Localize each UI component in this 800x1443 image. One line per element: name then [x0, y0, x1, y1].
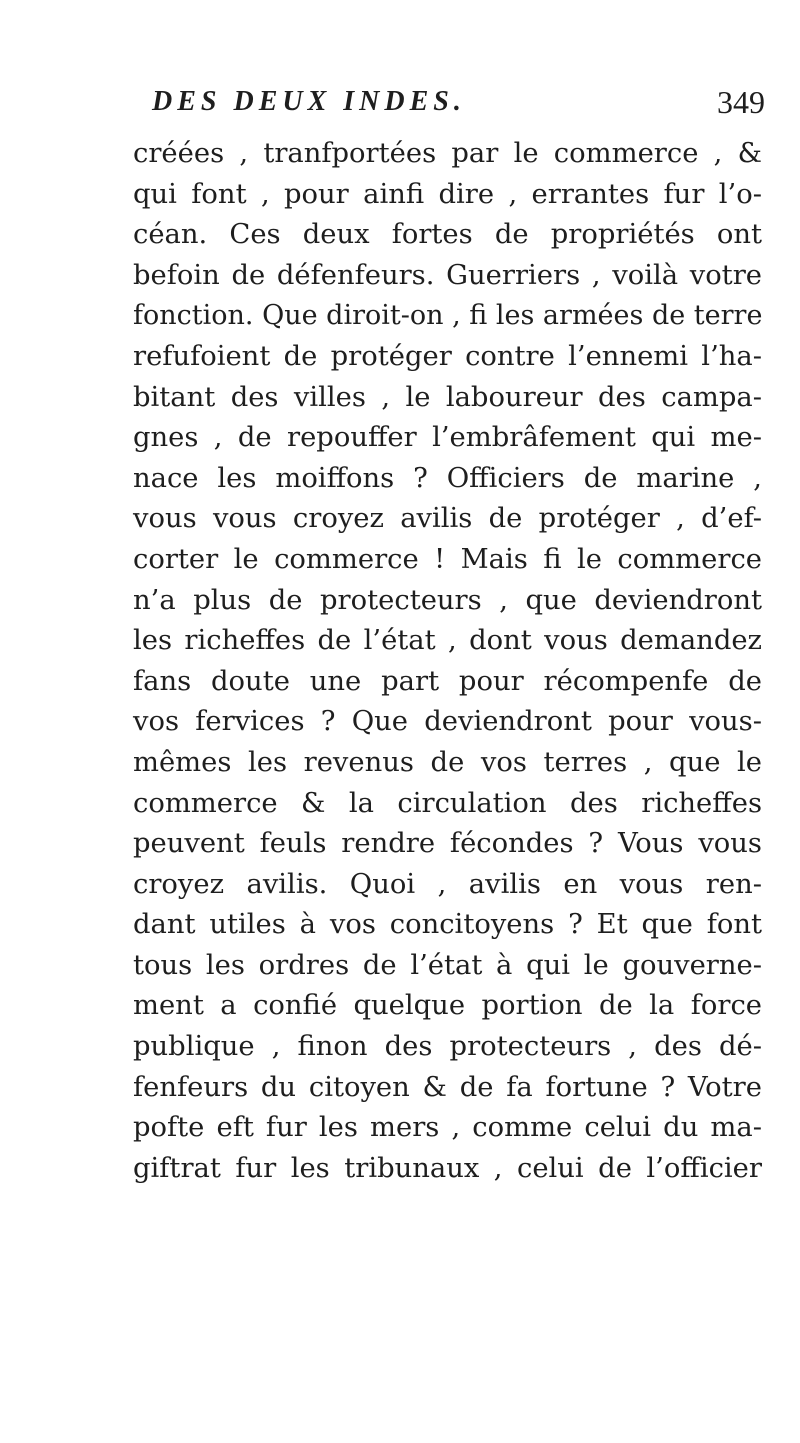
text-line: fenfeurs du citoyen & de fa fortune ? Votre [133, 1071, 762, 1103]
text-line: croyez avilis. Quoi , avilis en vous ren- [133, 868, 762, 900]
text-line: n’a plus de protecteurs , que deviendront [133, 584, 762, 616]
text-line: befoin de défenfeurs. Guerriers , voilà votre [133, 259, 762, 291]
text-line: fonction. Que diroit-on , fi les armées de terre [133, 300, 763, 332]
text-line: céan. Ces deux fortes de propriétés ont [133, 219, 762, 251]
text-line: créées , tranfportées par le commerce , & [133, 138, 762, 169]
text-line: mêmes les revenus de vos terres , que le [133, 746, 762, 778]
text-line: peuvent feuls rendre fécondes ? Vous vous [133, 828, 762, 860]
text-line: publique , finon des protecteurs , des dé- [133, 1031, 762, 1063]
page-number: 349 [717, 84, 765, 120]
text-line: tous les ordres de l’état à qui le gouverne- [133, 949, 762, 981]
text-line: vous vous croyez avilis de protéger , d’ef- [133, 503, 762, 535]
text-line: les richeffes de l’état , dont vous demandez [133, 625, 762, 657]
text-line: commerce & la circulation des richeffes [133, 787, 762, 819]
text-line: bitant des villes , le laboureur des campa- [133, 381, 762, 413]
text-line: nace les moiffons ? Officiers de marine , [133, 462, 762, 494]
text-line: dant utiles à vos concitoyens ? Et que font [133, 909, 762, 941]
text-line: corter le commerce ! Mais fi le commerce [133, 543, 762, 575]
text-line: pofte eft fur les mers , comme celui du ma- [133, 1112, 762, 1144]
running-head-title: DES DEUX INDES. [152, 86, 466, 117]
text-line: qui font , pour ainfi dire , errantes fur l’o- [133, 178, 762, 210]
body-text [133, 134, 762, 1189]
running-head [152, 82, 772, 132]
text-line: ment a confié quelque portion de la force [133, 990, 762, 1022]
text-line: gnes , de repouffer l’embrâfement qui me- [133, 422, 762, 454]
text-line: giftrat fur les tribunaux , celui de l’officier [133, 1152, 762, 1184]
text-line: fans doute une part pour récompenfe de [133, 665, 762, 697]
text-line: vos fervices ? Que deviendront pour vous- [133, 706, 762, 738]
text-line: refufoient de protéger contre l’ennemi l’ha- [133, 340, 762, 372]
